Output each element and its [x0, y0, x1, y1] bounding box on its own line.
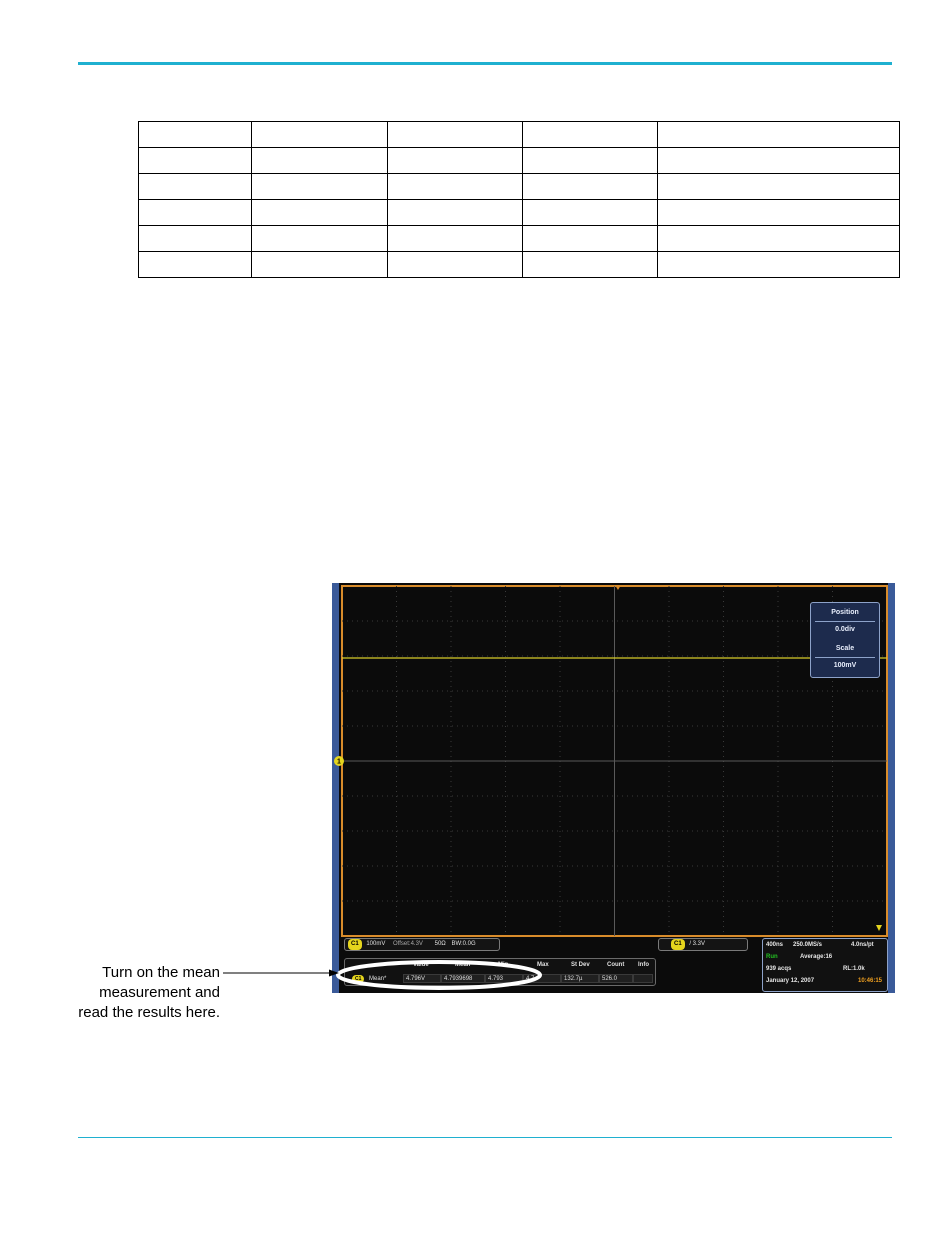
bandwidth-readout: BW:0.0G	[451, 941, 476, 947]
channel-marker-label: 1	[337, 758, 341, 766]
header-info: Info	[638, 962, 649, 968]
channel-badge: C1	[348, 939, 362, 950]
cell-count: 526.0	[599, 974, 633, 983]
time-per-div: 400ns	[766, 942, 784, 948]
callout-line: Turn on the mean	[102, 964, 220, 981]
position-label: Position	[831, 609, 859, 616]
impedance-readout: 50Ω	[434, 941, 446, 947]
position-value[interactable]: 0.0div	[835, 626, 855, 633]
acquisition-count: 939 acqs	[766, 966, 792, 972]
callout-line: read the results here.	[78, 1004, 220, 1021]
date-readout: January 12, 2007	[766, 978, 815, 984]
header-mean: Mean	[455, 962, 471, 968]
time-readout: 10:46:15	[858, 978, 883, 984]
header-stdev: St Dev	[571, 962, 590, 968]
offset-readout: Offset:4.3V	[393, 941, 423, 947]
volts-per-div: 100mV	[366, 941, 386, 947]
resolution: 4.0ns/pt	[851, 942, 874, 948]
cell-min: 4.793	[485, 974, 523, 983]
run-state: Run	[766, 954, 778, 960]
header-max: Max	[537, 962, 549, 968]
trigger-badge: C1	[671, 939, 685, 950]
callout-line: measurement and	[99, 984, 220, 1001]
cell-value: 4.796V	[403, 974, 441, 983]
cell-stdev: 132.7µ	[561, 974, 599, 983]
cell-mean: 4.7939698	[441, 974, 485, 983]
average-count: Average:16	[800, 954, 833, 960]
footer-rule	[78, 1137, 892, 1138]
header-count: Count	[607, 962, 625, 968]
sample-rate: 250.0MS/s	[793, 942, 823, 948]
highlight-ellipse	[338, 962, 540, 988]
trigger-level: / 3.3V	[689, 941, 706, 947]
measurement-badge: C1	[352, 975, 364, 983]
cell-max: 4.7	[523, 974, 561, 983]
measurement-label: Mean*	[369, 976, 387, 982]
header-min: Min	[498, 962, 509, 968]
callout-text	[78, 963, 220, 1023]
header-value: Value	[413, 962, 429, 968]
scale-label: Scale	[835, 645, 855, 652]
record-length: RL:1.0k	[843, 966, 865, 972]
scale-value[interactable]: 100mV	[833, 662, 857, 669]
